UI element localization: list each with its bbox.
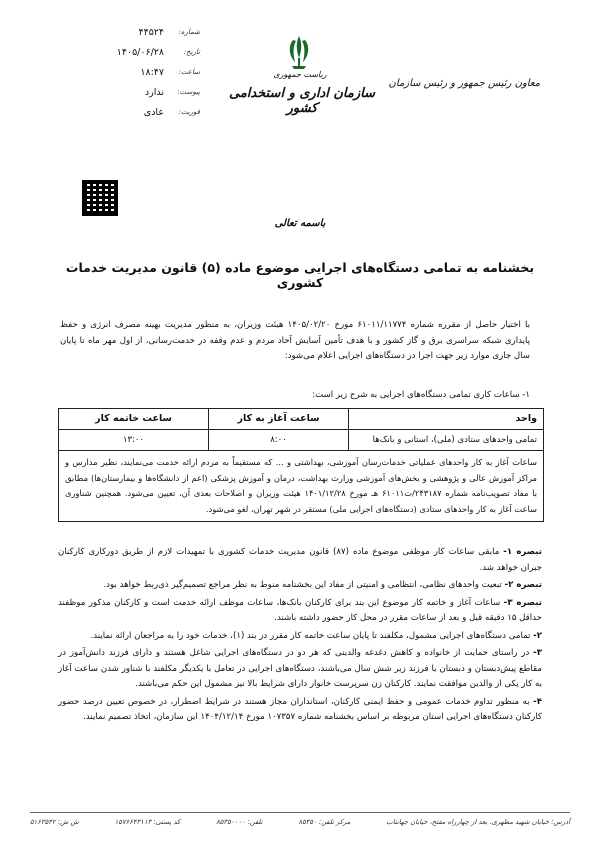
basmala: باسمه تعالی: [274, 218, 326, 229]
meta-row-number: [60, 22, 200, 42]
footer-switchboard: مرکز تلفن: ۸۵۳۵۰: [298, 818, 351, 826]
note-label: تبصره ۲-: [504, 580, 542, 590]
table-header: واحد: [348, 409, 543, 429]
working-hours-table: [58, 408, 544, 522]
footer-id: ش ش: ۵۱۶۳۵۴۲: [30, 818, 79, 826]
letter-time: ۱۸:۴۷: [140, 66, 164, 78]
table-header-row: [59, 409, 543, 430]
meta-row-priority: [60, 102, 200, 122]
item-1: ۱- ساعات کاری تمامی دستگاه‌های اجرایی به شرح زیر است:: [312, 390, 530, 400]
table-note: ساعات آغاز به کار واحدهای عملیاتی خدمات‌رسان آموزشی، بهداشتی و ... که مستقیماً به مردم ارائه خدمت می‌نمایند، نظیر مدارس و مراکز آموزش عالی و پژوهشی و بخش‌های آموزشی وزارت بهداشت، درمان و آموزش پزشکی (اعم از دانشگاه‌ها و بیمارستان‌ها) مطابق با مفاد تصویب‌نامه شماره ۲۴۳۱۸۷/ت۶۱۰۱۱ هـ مورخ ۱۴۰۱/۱۲/۲۸ هیئت وزیران و اصلاحات بعدی آن، تعیین می‌شود. همچنین شناوری ساعت آغاز به کار واحدهای ستادی (دستگاه‌های اجرایی ملی) مستقر در شهر تهران، لغو می‌شود.: [65, 457, 538, 514]
meta-label: شماره:: [178, 28, 200, 36]
note-label: ۲-: [533, 630, 542, 641]
letter-attachment: ندارد: [144, 86, 164, 98]
intro-paragraph: با اختیار حاصل از مقرره شماره ۶۱۰۱۱/۱۱۷۷۴ مورخ ۱۴۰۵/۰۲/۲۰ هیئت وزیران، به منظور مدیریت بهینه مصرف انرژی و حفظ پایداری شبکه سراسری برق و گاز کشور و با هدف تأمین آسایش آحاد مردم و عدم وقفه در خدمت‌رسانی، از اول مهر ماه تا پایان سال جاری موارد زیر جهت اجرا در دستگاه‌های اجرایی اعلام می‌شود:: [60, 320, 530, 361]
meta-row-date: [60, 42, 200, 62]
table-cell: تمامی واحدهای ستادی (ملی)، استانی و بانک‌ها: [348, 430, 543, 450]
note-text: ساعات آغاز و خاتمه کار موضوع این بند برای کارکنان بانک‌ها، ساعات موظف ارائه خدمت است و کارکنان مذکور موظفند حداقل ۱۵ دقیقه قبل و بعد از ساعات مقرر در محل کار حضور داشته باشند.: [58, 597, 542, 623]
note-text: مابقی ساعات کار موظفی موضوع ماده (۸۷) قانون مدیریت خدمات کشوری با تمهیدات لازم از طریق دورکاری کارکنان جبران خواهد شد.: [58, 547, 542, 573]
table-cell: ۸:۰۰: [208, 430, 348, 450]
list-item: [58, 646, 542, 693]
meta-row-attachment: [60, 82, 200, 102]
note-text: تبعیت واحدهای نظامی، انتظامی و امنیتی از مفاد این بخشنامه منوط به نظر مراجع تصمیم‌گیر ذی‌ربط خواهد بود.: [103, 580, 505, 590]
meta-row-time: [60, 62, 200, 82]
organization-name: سازمان اداری و استخدامی کشور: [229, 86, 375, 116]
list-item: [58, 629, 542, 645]
table-cell: ۱۳:۰۰: [122, 435, 145, 445]
note-text: تمامی دستگاه‌های اجرایی مشمول، مکلفند تا پایان ساعت خاتمه کار مقرر در بند (۱)، خدمات خود را به مراجعان ارائه نمایند.: [90, 630, 534, 641]
table-row: [59, 430, 543, 451]
note-label: ۳-: [533, 648, 542, 658]
footer: [30, 818, 570, 826]
footer-divider: [30, 812, 570, 813]
note-text: در راستای حمایت از خانواده و کاهش دغدغه والدینی که هر دو در دستگاه‌های اجرایی شاغل هستند و دارای فرزند دانش‌آموز در مقاطع پیش‌دبستان و دبستان یا فرزند زیر شش سال می‌باشند، دستگاه‌های اجرایی در تعامل با یکدیگر مکلفند با شناور شدن ساعت آغاز به کار یکی از والدین موافقت نمایند. کارکنان زن سرپرست خانوار دارای شرایط بالا نیز مشمول این حکم می‌باشند.: [58, 648, 542, 689]
letter-date: ۱۴۰۵/۰۶/۲۸: [116, 46, 164, 58]
footer-postal-code: کد پستی: ۱۵۷۶۶۴۳۱۱۳: [114, 818, 181, 826]
note-label: تبصره ۱-: [503, 547, 542, 557]
footer-address: آدرس: خیابان شهید مطهری، بعد از چهارراه مفتح، خیابان جهانتاب: [386, 818, 570, 826]
footer-phone: تلفن: ۸۵۳۵۰۰۰۰: [216, 818, 263, 826]
presidency-label: ریاست جمهوری: [273, 70, 327, 79]
meta-label: ساعت:: [178, 68, 200, 76]
note-text: به منظور تداوم خدمات عمومی و حفظ ایمنی کارکنان، استانداران مجاز هستند در شرایط اضطرار، در خصوص تعیین درصد حضور کارکنان دستگاه‌های اجرایی استان مربوطه بر اساس بخشنامه شماره ۱۰۷۳۵۷ مورخ ۱۴۰۴/۱۲/۱۴ این سازمان، اتخاذ تصمیم نمایند.: [58, 696, 542, 722]
meta-label: پیوست:: [177, 88, 200, 96]
table-header: ساعت خاتمه کار: [95, 413, 172, 424]
table-note-row: [59, 451, 543, 521]
note-label: ۴-: [533, 696, 542, 707]
sender-title: معاون رئیس جمهور و رئیس سازمان: [388, 78, 540, 89]
document-title: بخشنامه به تمامی دستگاه‌های اجرایی موضوع ماده (۵) قانون مدیریت خدمات کشوری: [65, 260, 535, 290]
letter-meta: [60, 22, 200, 122]
meta-label: تاریخ:: [183, 48, 200, 56]
letter-number: ۴۴۵۲۴: [138, 26, 164, 38]
list-item: [58, 596, 542, 627]
meta-label: فوریت:: [178, 108, 200, 116]
qr-code: [82, 180, 118, 216]
list-item: [58, 695, 542, 726]
table-header: ساعت آغاز به کار: [208, 409, 348, 429]
iran-emblem-icon: [283, 32, 315, 72]
letter-priority: عادی: [143, 106, 164, 118]
notes-list: [58, 545, 542, 728]
list-item: [58, 578, 542, 594]
note-label: تبصره ۳-: [503, 597, 542, 608]
list-item: [58, 545, 542, 576]
